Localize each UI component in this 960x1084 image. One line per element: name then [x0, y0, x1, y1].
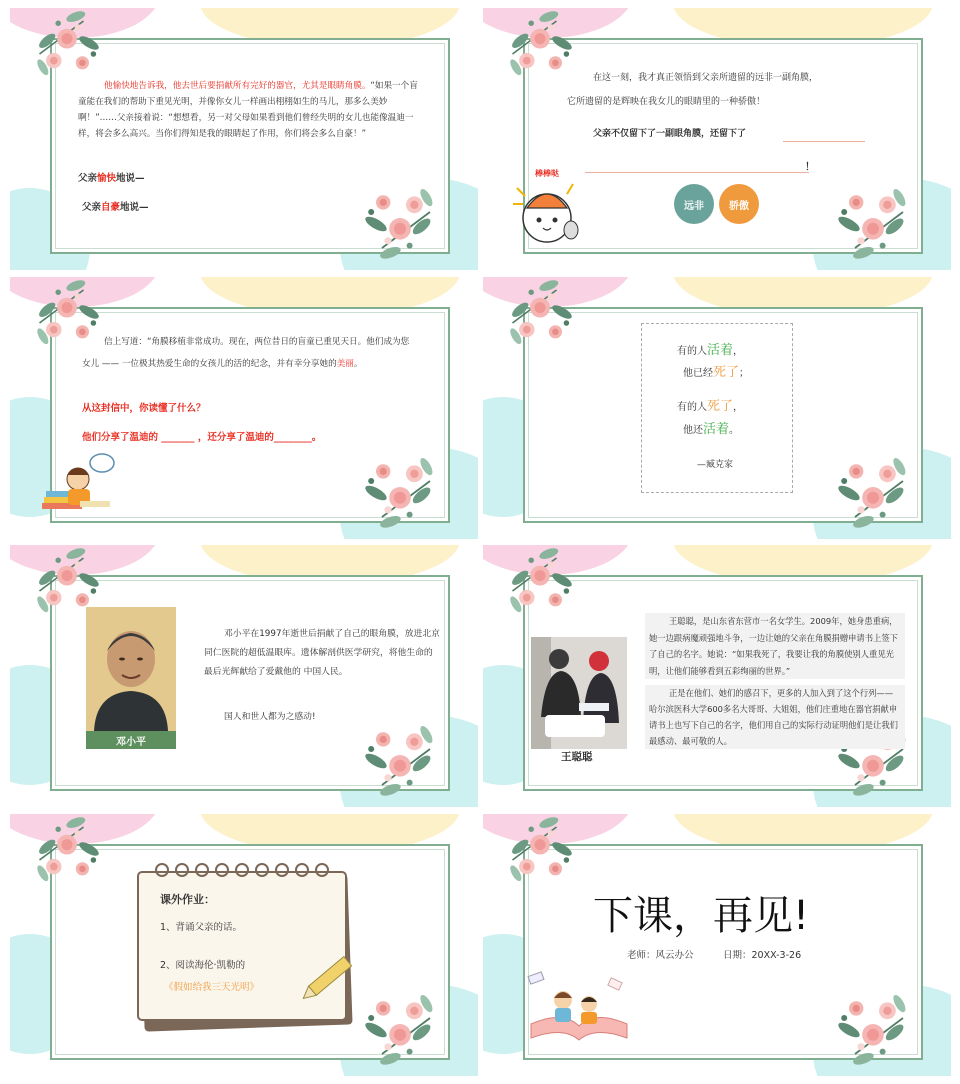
date-label: 日期：20XX-3-26 — [723, 950, 802, 961]
flower-corner-icon — [32, 10, 102, 76]
farewell-title: 下课，再见! — [593, 893, 810, 939]
flower-corner-icon — [32, 816, 102, 882]
poem-line-3: 有的人死了， — [677, 399, 744, 414]
slide-8[interactable] — [483, 814, 951, 1076]
flower-corner-icon — [360, 457, 440, 529]
photo-caption: 邓小平 — [86, 731, 176, 749]
answer-blank-2[interactable] — [585, 172, 809, 173]
flower-corner-icon — [360, 188, 440, 260]
donation-paragraph: 邓小平在1997年逝世后捐献了自己的眼角膜，放进北京同仁医院的超低温眼库。遗体解剖供医学研究，将他生命的最后光辉献给了爱戴他的 中国人民。 — [204, 629, 440, 677]
exclamation: ！ — [805, 162, 815, 173]
flower-corner-icon — [32, 547, 102, 613]
poem-line-1: 有的人活着， — [677, 343, 744, 358]
deng-xiaoping-photo — [86, 607, 176, 731]
father-happy-line: 父亲愉快地说— — [78, 173, 145, 184]
reflection-line-2: 它所遗留的是辉映在我女儿的眼睛里的一种骄傲！ — [567, 97, 766, 107]
teacher-label: 老师：风云办公 — [627, 950, 694, 961]
fill-blank-text: 他们分享了温迪的 _______ ，还分享了温迪的________。 — [82, 432, 322, 443]
flower-corner-icon — [505, 547, 575, 613]
paragraph-highlight: 他愉快地告诉我，他去世后要捐献所有完好的器官，尤其是眼睛角膜。 — [104, 81, 371, 91]
father-proud-line: 父亲自豪地说— — [82, 202, 149, 213]
homework-item-1: 1、背诵父亲的话。 — [160, 922, 243, 933]
flower-corner-icon — [833, 188, 913, 260]
cartoon-boy-icon — [40, 449, 130, 515]
flower-corner-icon — [360, 725, 440, 797]
pencil-icon — [296, 952, 356, 1012]
homework-item-2: 2、阅读海伦·凯勒的 — [160, 960, 246, 971]
slide-6[interactable] — [483, 545, 951, 807]
slide1-paragraph — [78, 78, 418, 142]
slide-1[interactable] — [10, 8, 478, 270]
photo-caption: 王聪聪 — [561, 751, 593, 763]
letter-paragraph: 信上写道：“角膜移植非常成功。现在，两位昔日的盲童已重见天日。他们成为您女儿 —— 一位极其热爱生命的女孩儿的活的纪念，并有幸分享她的美丽。 — [82, 337, 410, 369]
flower-corner-icon — [833, 994, 913, 1066]
reflection-line-1: 在这一刻，我才真正领悟到父亲所遗留的远非一副角膜， — [593, 73, 819, 83]
flower-corner-icon — [505, 279, 575, 345]
story-text-1: 王聪聪，是山东省东营市一名女学生。2009年，她身患重病，她一边跟病魔顽强地斗争，一边让她的父亲在角膜捐赠申请书上签下了自己的名字。她说：“如果我死了，我要让我的角膜使别人重见光明，让他们能够看到五彩绚丽的世界。” — [649, 616, 898, 676]
paragraph-body: “如果一个盲童能在我们的帮助下重见光明，并像你女儿一样画出栩栩如生的马儿，那多么美妙啊！”……父亲接着说：“想想看，另一对父母如果看到他们曾经失明的女儿也能像温迪一样，将会多么高兴。当你们得知是我的眼睛起了作用，你们将会多么自豪！” — [78, 81, 418, 139]
slide-2[interactable] — [483, 8, 951, 270]
answer-blank-1[interactable] — [783, 141, 865, 142]
homework-title: 课外作业： — [160, 893, 215, 906]
flower-corner-icon — [833, 457, 913, 529]
poem-line-2: 他已经死了； — [683, 365, 750, 380]
book-title: 《假如给我三天光明》 — [164, 982, 260, 993]
poem-author: —臧克家 — [697, 460, 734, 470]
question-text: 从这封信中，你读懂了什么？ — [82, 403, 206, 414]
flower-corner-icon — [505, 10, 575, 76]
slide-5[interactable] — [10, 545, 478, 807]
flower-corner-icon — [505, 816, 575, 882]
slide-3[interactable] — [10, 277, 478, 539]
donation-closing: 国人和世人都为之感动! — [224, 712, 316, 722]
fill-blank-prompt: 父亲不仅留下了一副眼角膜，还留下了 — [593, 129, 747, 139]
story-text-2: 正是在他们、她们的感召下，更多的人加入到了这个行列——哈尔滨医科大学600多名大哥哥、大姐姐，他们庄重地在器官捐献申请书上也写下自己的名字，他们用自己的实际行动证明他们是让我们最感动、最可敬的人。 — [649, 688, 898, 746]
slide-7[interactable] — [10, 814, 478, 1076]
flower-corner-icon — [360, 994, 440, 1066]
answer-button-jiaoao[interactable]: 骄傲 — [719, 184, 759, 224]
cartoon-cat-icon — [509, 174, 585, 250]
sticker-label: 棒棒哒 — [535, 169, 559, 178]
poem-line-4: 他还活着。 — [683, 422, 740, 437]
cartoon-kids-reading-icon — [523, 964, 633, 1044]
answer-button-yuanfei[interactable]: 远非 — [674, 184, 714, 224]
wang-congcong-photo — [531, 637, 627, 749]
slide-4[interactable] — [483, 277, 951, 539]
